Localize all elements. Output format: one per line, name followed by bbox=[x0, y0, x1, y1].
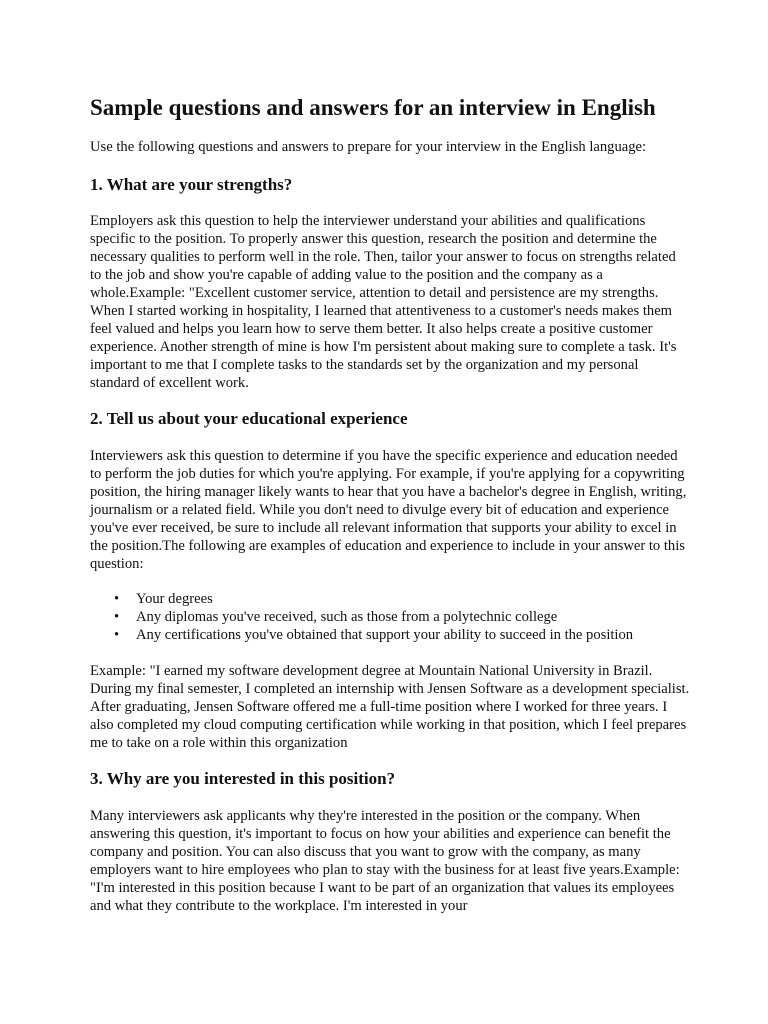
section-2-paragraph: Interviewers ask this question to determine if you have the specific experience and education needed to perform the job duties for which you're applying. For example, if you're applying for a copywriting position, the hiring manager likely wants to hear that you have a bachelor's degree in English, writing, journalism or a related field. While you don't need to divulge every bit of education and experience you've ever received, be sure to include all relevant information that supports your ability to excel in the position.The following are examples of education and experience to include in your answer to this question: bbox=[90, 448, 687, 572]
section-2-example-paragraph: Example: "I earned my software development degree at Mountain National University in Brazil. During my final semester, I completed an internship with Jensen Software as a development specialist. After graduating, Jensen Software offered me a full-time position where I worked for three years. I also completed my cloud computing certification while working in that position, which I feel prepares me to take on a role within this organization bbox=[90, 663, 690, 751]
bullet-icon: • bbox=[114, 627, 120, 643]
intro-paragraph: Use the following questions and answers to prepare for your interview in the English language: bbox=[90, 139, 647, 155]
section-3-heading: 3. Why are you interested in this position? bbox=[90, 769, 396, 788]
bullet-icon: • bbox=[114, 609, 120, 625]
list-item: • Any diplomas you've received, such as those from a polytechnic college bbox=[114, 609, 558, 625]
section-1-heading: 1. What are your strengths? bbox=[90, 175, 293, 194]
bullet-icon: • bbox=[114, 591, 120, 607]
document-title: Sample questions and answers for an interview in English bbox=[90, 95, 656, 120]
section-1-paragraph: Employers ask this question to help the interviewer understand your abilities and qualifications specific to the position. To properly answer this question, research the position and determine the necessary qualities to perform well in the role. Then, tailor your answer to focus on strengths related to the job and show you're capable of adding value to the position and the company as a whole.Example: "Excellent customer service, attention to detail and persistence are my strengths. When I started working in hospitality, I learned that attentiveness to a customer's needs makes them feel valued and helps you learn how to serve them better. It also helps create a positive customer experience. Another strength of mine is how I'm persistent about making sure to complete a task. It's important to me that I complete tasks to the standards set by the organization and my personal standard of excellent work. bbox=[90, 213, 677, 391]
education-list bbox=[90, 590, 690, 644]
section-2-heading: 2. Tell us about your educational experience bbox=[90, 409, 408, 428]
section-3-paragraph: Many interviewers ask applicants why they're interested in the position or the company. When answering this question, it's important to focus on how your abilities and experience can benefit the company and position. You can also discuss that you want to grow with the company, as many employers want to hire employees who plan to stay with the business for at least five years.Example: "I'm interested in this position because I want to be part of an organization that values its employees and what they contribute to the workplace. I'm interested in your bbox=[90, 808, 680, 914]
list-item: • Any certifications you've obtained that support your ability to succeed in the position bbox=[114, 627, 634, 643]
list-item: • Your degrees bbox=[114, 591, 213, 607]
